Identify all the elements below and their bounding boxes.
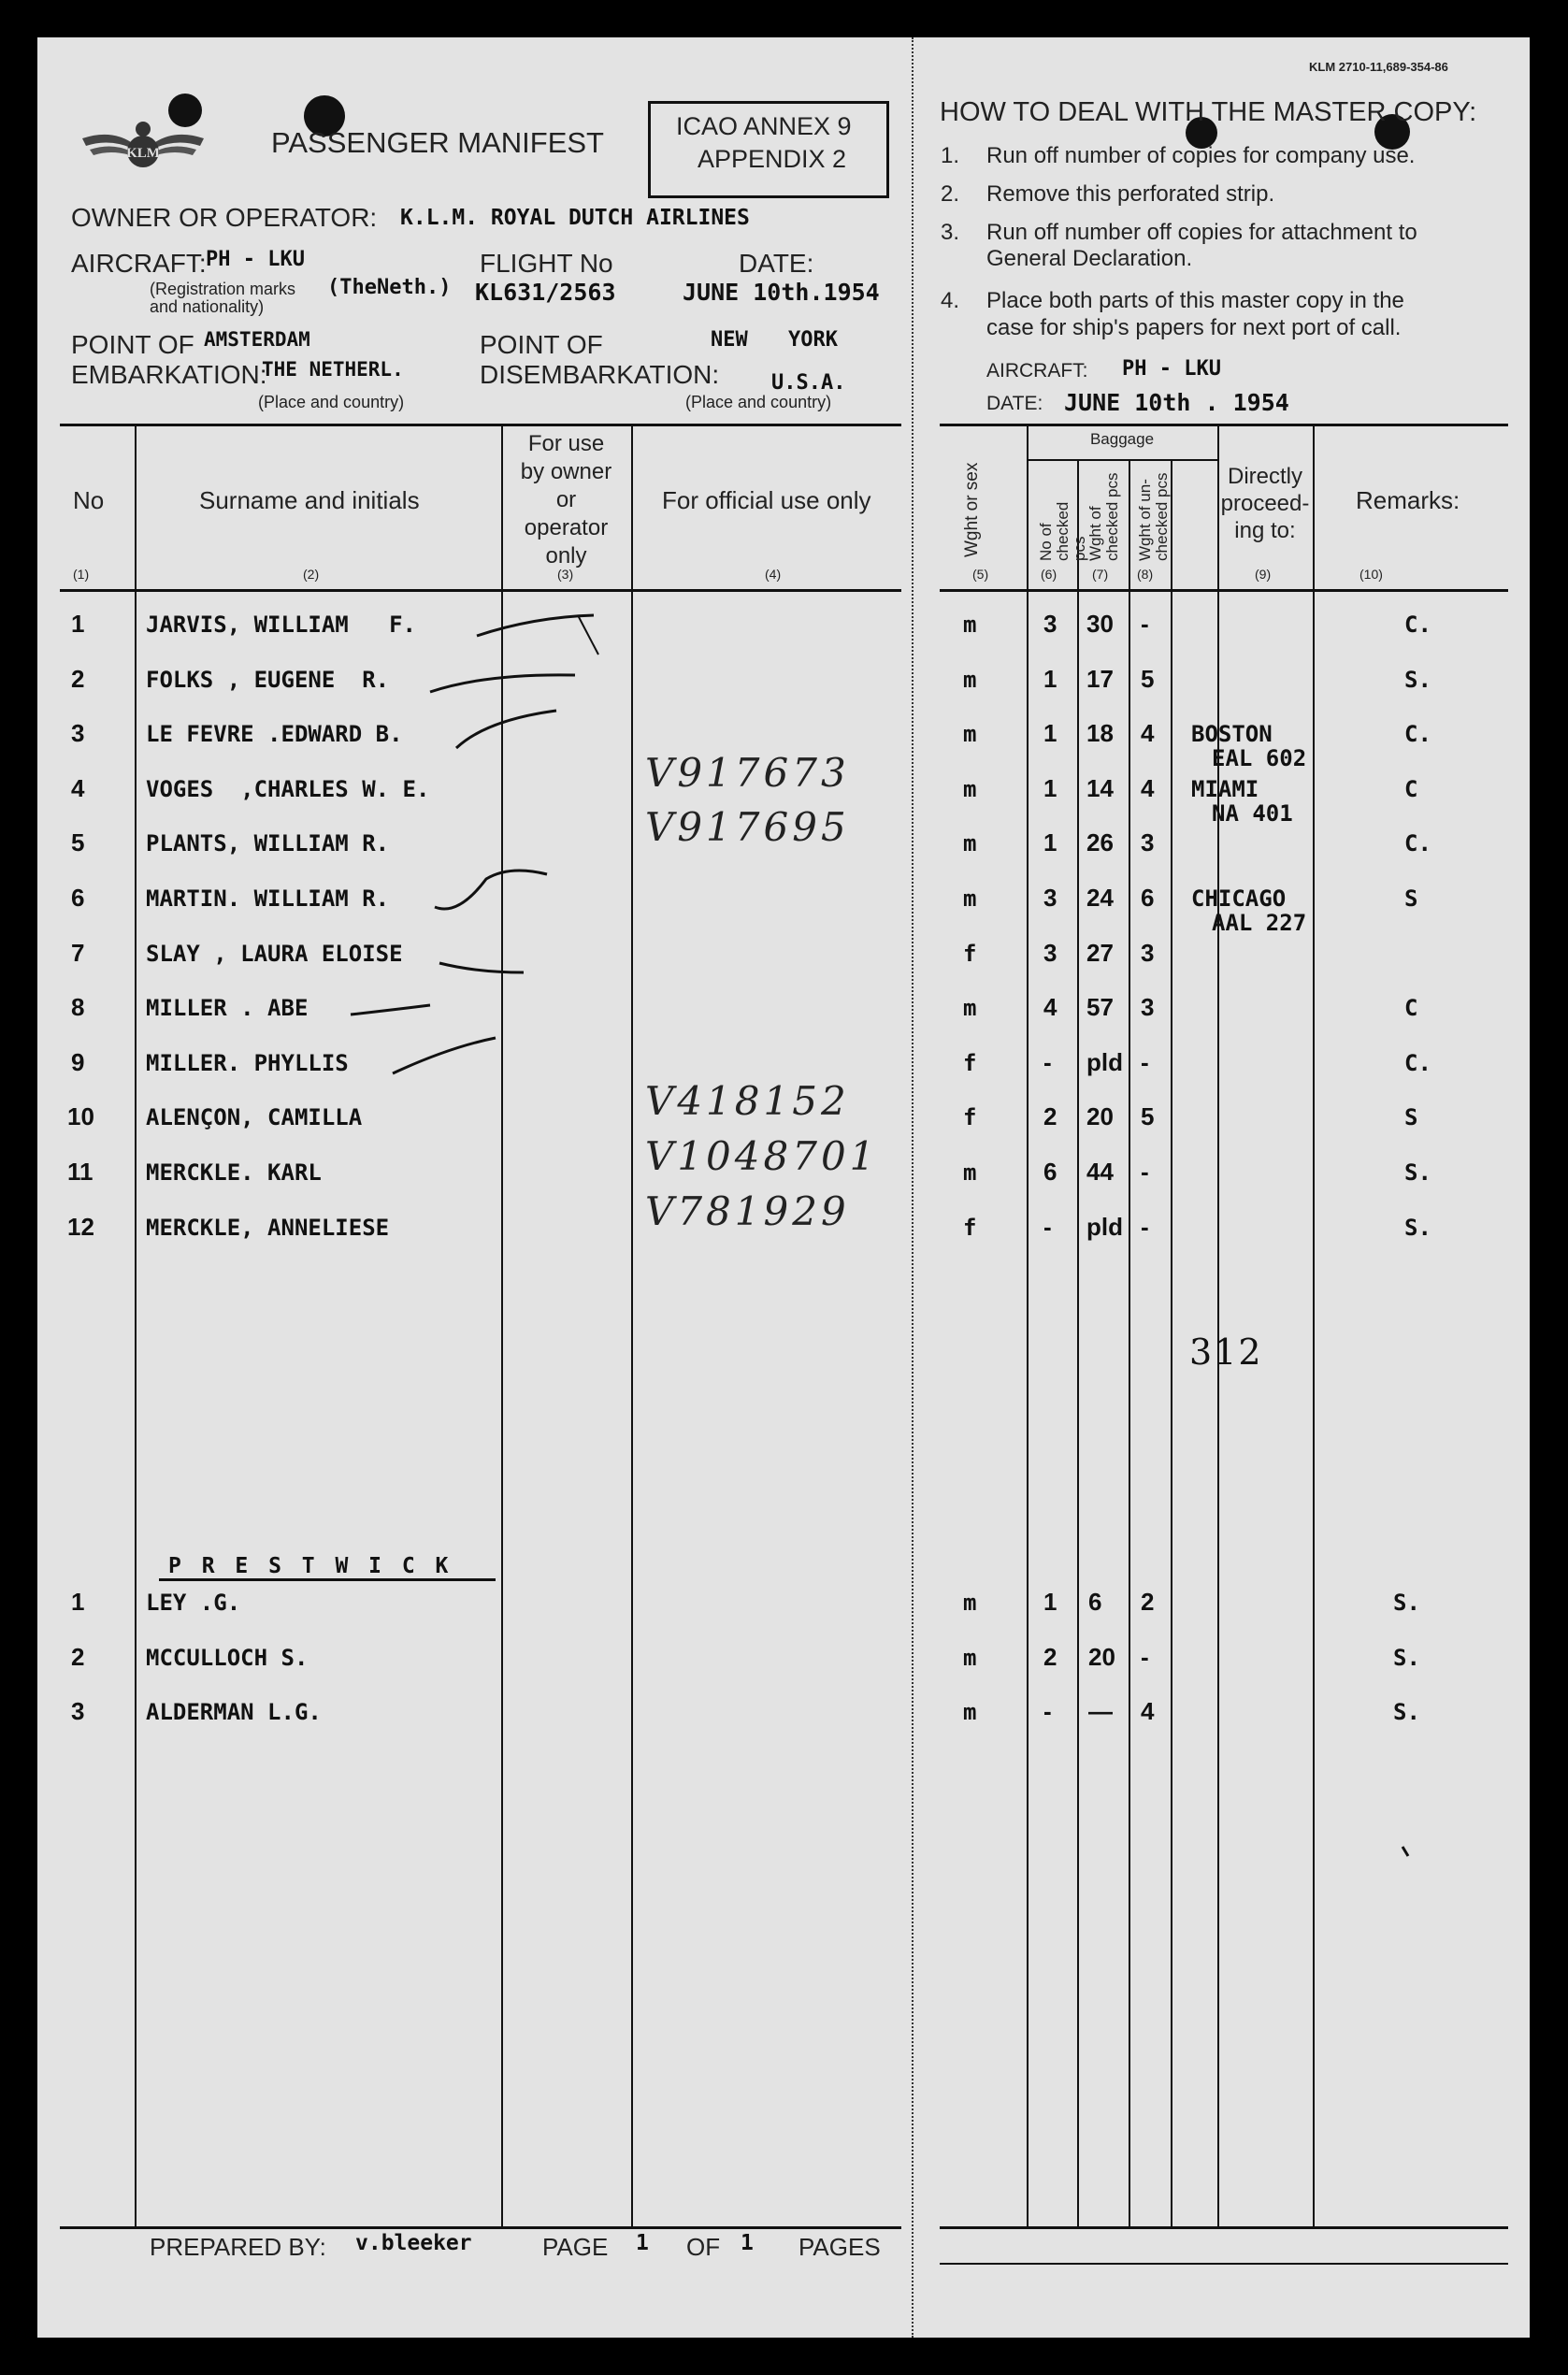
instruction-text: Run off number off copies for attachment to — [986, 220, 1417, 245]
page-label: PAGE — [542, 2233, 609, 2261]
col-header-owner-line: only — [545, 543, 587, 569]
unchecked-weight: 6 — [1141, 884, 1155, 912]
col-number: (9) — [1255, 567, 1272, 582]
passenger-name: PLANTS, WILLIAM R. — [146, 830, 390, 856]
passenger-name: MERCKLE, ANNELIESE — [146, 1215, 390, 1241]
col-header-no-checked: No of checked pcs — [1037, 501, 1088, 561]
owner-label: OWNER OR OPERATOR: — [71, 203, 378, 232]
passenger-name: FOLKS , EUGENE R. — [146, 667, 390, 693]
instruction-number: 1. — [941, 143, 960, 168]
passenger-sex: m — [963, 776, 977, 802]
instructions-aircraft-label: AIRCRAFT: — [986, 360, 1088, 381]
remark: S. — [1393, 1590, 1420, 1616]
passenger-sex: f — [963, 1050, 977, 1076]
passenger-sex: m — [963, 830, 977, 856]
checked-weight: 17 — [1086, 665, 1114, 693]
unchecked-weight: 4 — [1141, 719, 1155, 747]
unchecked-weight: 5 — [1141, 665, 1155, 693]
unchecked-weight: 3 — [1141, 828, 1155, 856]
unchecked-weight: 3 — [1141, 993, 1155, 1021]
remark: S — [1404, 885, 1418, 912]
passenger-name: MCCULLOCH S. — [146, 1645, 309, 1671]
destination-flight: EAL 602 — [1212, 745, 1307, 771]
destination-flight: NA 401 — [1212, 800, 1293, 827]
checked-pieces: 1 — [1043, 828, 1057, 856]
instructions-title: HOW TO DEAL WITH THE MASTER COPY: — [940, 97, 1477, 127]
row-number: 2 — [71, 1643, 85, 1671]
unchecked-weight: 3 — [1141, 939, 1155, 967]
passenger-sex: f — [963, 941, 977, 967]
instruction-text: Remove this perforated strip. — [986, 181, 1275, 207]
row-number: 11 — [67, 1158, 94, 1186]
icao-appendix: APPENDIX 2 — [698, 145, 847, 173]
passenger-name: MILLER. PHYLLIS — [146, 1050, 349, 1076]
col-header-no: No — [73, 486, 105, 514]
row-number: 3 — [71, 719, 85, 747]
pages-label: PAGES — [798, 2233, 881, 2261]
prepared-value: v.bleeker — [355, 2231, 472, 2255]
flight-label: FLIGHT No — [480, 249, 613, 278]
remark: C — [1404, 995, 1418, 1021]
passenger-sex: m — [963, 885, 977, 912]
checked-weight: 30 — [1086, 610, 1114, 638]
remark: C. — [1404, 721, 1431, 747]
passenger-sex: f — [963, 1215, 977, 1241]
aircraft-note: (Registration marks — [150, 280, 296, 298]
official-use-number: V418152 — [645, 1078, 850, 1124]
checked-pieces: 6 — [1043, 1158, 1057, 1186]
row-number: 12 — [67, 1213, 94, 1241]
passenger-name: JARVIS, WILLIAM F. — [146, 612, 416, 638]
checked-weight: 20 — [1088, 1643, 1115, 1671]
instruction-number: 2. — [941, 181, 960, 207]
remark: S. — [1404, 1215, 1431, 1241]
row-number: 10 — [67, 1102, 94, 1130]
row-number: 4 — [71, 774, 85, 802]
col-header-owner-line: operator — [524, 515, 609, 540]
checked-pieces: 1 — [1043, 665, 1057, 693]
remark: S. — [1393, 1699, 1420, 1725]
aircraft-nationality: (TheNeth.) — [327, 276, 452, 299]
row-number: 8 — [71, 993, 85, 1021]
official-use-number: V917673 — [645, 750, 850, 796]
passenger-sex: m — [963, 667, 977, 693]
checked-pieces: 4 — [1043, 993, 1057, 1021]
checked-pieces: 1 — [1043, 774, 1057, 802]
row-number: 5 — [71, 828, 85, 856]
col-header-surname: Surname and initials — [199, 486, 420, 514]
passenger-name: MILLER . ABE — [146, 995, 309, 1021]
remark: S. — [1404, 1159, 1431, 1186]
col-number: (1) — [73, 567, 90, 582]
disembark-country: U.S.A. — [771, 371, 846, 395]
col-number: (8) — [1137, 567, 1154, 582]
checked-pieces: 2 — [1043, 1643, 1057, 1671]
col-header-remarks: Remarks: — [1356, 486, 1460, 514]
page-value: 1 — [636, 2231, 649, 2255]
col-header-directly-line: Directly — [1227, 464, 1302, 489]
row-number: 3 — [71, 1697, 85, 1725]
col-header-directly-line: ing to: — [1234, 518, 1296, 543]
of-label: OF — [686, 2233, 721, 2261]
row-number: 1 — [71, 1588, 85, 1616]
col-number: (5) — [972, 567, 989, 582]
instruction-text: Place both parts of this master copy in the — [986, 288, 1404, 313]
checked-weight: 27 — [1086, 939, 1114, 967]
passenger-name: VOGES ,CHARLES W. E. — [146, 776, 430, 802]
passenger-name: MERCKLE. KARL — [146, 1159, 322, 1186]
aircraft-note-2: and nationality) — [150, 297, 265, 316]
passenger-name: ALENÇON, CAMILLA — [146, 1104, 363, 1130]
remark: C — [1404, 776, 1418, 802]
passenger-sex: m — [963, 1590, 977, 1616]
remark: C. — [1404, 612, 1431, 638]
destination-flight: AAL 227 — [1212, 910, 1307, 936]
passenger-sex: m — [963, 995, 977, 1021]
col-header-owner-line: For use — [527, 431, 605, 456]
destination: BOSTON — [1191, 721, 1273, 747]
date-value: JUNE 10th.1954 — [683, 279, 880, 306]
instruction-text-2: General Declaration. — [986, 246, 1193, 271]
checked-weight: 14 — [1086, 774, 1114, 802]
destination: CHICAGO — [1191, 885, 1287, 912]
instruction-number: 4. — [941, 288, 960, 313]
passenger-name: MARTIN. WILLIAM R. — [146, 885, 390, 912]
embark-note: (Place and country) — [258, 393, 405, 411]
prestwick-underline — [159, 1578, 496, 1581]
pen-ticks — [37, 37, 1530, 2338]
checked-weight: pld — [1086, 1048, 1123, 1076]
checked-weight: 57 — [1086, 993, 1114, 1021]
row-number: 2 — [71, 665, 85, 693]
flight-value: KL631/2563 — [475, 279, 616, 306]
unchecked-weight: - — [1141, 610, 1149, 638]
date-label: DATE: — [739, 249, 814, 278]
passenger-sex: m — [963, 1699, 977, 1725]
col-header-official: For official use only — [662, 486, 871, 514]
checked-pieces: - — [1043, 1213, 1052, 1241]
checked-weight: 6 — [1088, 1588, 1102, 1616]
checked-pieces: 1 — [1043, 1588, 1057, 1616]
passenger-name: LEY .G. — [146, 1590, 241, 1616]
checked-weight: 26 — [1086, 828, 1114, 856]
col-header-wght-sex: Wght or sex — [962, 462, 982, 557]
col-header-wght-checked: Wght of checked pcs — [1086, 472, 1121, 561]
checked-pieces: - — [1043, 1048, 1052, 1076]
prepared-label: PREPARED BY: — [150, 2233, 326, 2261]
unchecked-weight: - — [1141, 1643, 1149, 1671]
row-number: 9 — [71, 1048, 85, 1076]
icao-annex: ICAO ANNEX 9 — [676, 112, 852, 140]
instruction-number: 3. — [941, 220, 960, 245]
official-use-number: V781929 — [645, 1188, 850, 1234]
embark-country: THE NETHERL. — [262, 358, 404, 381]
col-header-owner-line: by owner — [520, 459, 612, 484]
instruction-text-2: case for ship's papers for next port of call. — [986, 315, 1402, 340]
unchecked-weight: - — [1141, 1213, 1149, 1241]
col-number: (2) — [303, 567, 320, 582]
manifest-title: PASSENGER MANIFEST — [271, 126, 604, 159]
remark: C. — [1404, 1050, 1431, 1076]
passenger-name: LE FEVRE .EDWARD B. — [146, 721, 403, 747]
col-number: (7) — [1092, 567, 1109, 582]
embark-place: AMSTERDAM — [204, 328, 310, 351]
unchecked-weight: 2 — [1141, 1588, 1155, 1616]
aircraft-value: PH - LKU — [206, 248, 305, 271]
checked-weight: 24 — [1086, 884, 1114, 912]
passenger-sex: m — [963, 612, 977, 638]
unchecked-weight: - — [1141, 1048, 1149, 1076]
svg-text:KLM: KLM — [126, 146, 160, 161]
remark: C. — [1404, 830, 1431, 856]
of-value: 1 — [741, 2231, 754, 2255]
checked-pieces: 3 — [1043, 939, 1057, 967]
unchecked-weight: 4 — [1141, 1697, 1155, 1725]
instructions-date-value: JUNE 10th . 1954 — [1064, 389, 1289, 416]
checked-pieces: 3 — [1043, 884, 1057, 912]
checked-weight: pld — [1086, 1213, 1123, 1241]
embark-label-2: EMBARKATION: — [71, 360, 267, 389]
passenger-sex: m — [963, 1159, 977, 1186]
col-number: (3) — [557, 567, 574, 582]
disembark-label-2: DISEMBARKATION: — [480, 360, 720, 389]
unchecked-weight: 5 — [1141, 1102, 1155, 1130]
col-header-baggage: Baggage — [1089, 430, 1155, 448]
col-number: (10) — [1359, 567, 1383, 582]
total-stamp: 312 — [1189, 1331, 1263, 1373]
checked-pieces: - — [1043, 1697, 1052, 1725]
disembark-place: NEW YORK — [711, 328, 838, 352]
official-use-number: V917695 — [645, 804, 850, 850]
official-use-number: V1048701 — [645, 1133, 879, 1179]
passenger-name: ALDERMAN L.G. — [146, 1699, 322, 1725]
checked-pieces: 2 — [1043, 1102, 1057, 1130]
prestwick-heading: P R E S T W I C K — [168, 1554, 453, 1578]
destination: MIAMI — [1191, 776, 1259, 802]
owner-value: K.L.M. ROYAL DUTCH AIRLINES — [400, 206, 750, 230]
disembark-note: (Place and country) — [685, 393, 832, 411]
checked-weight: 18 — [1086, 719, 1114, 747]
col-number: (4) — [765, 567, 782, 582]
col-header-wght-unchecked: Wght of un-checked pcs — [1136, 472, 1171, 561]
row-number: 6 — [71, 884, 85, 912]
disembark-label-1: POINT OF — [480, 330, 603, 359]
instructions-date-label: DATE: — [986, 393, 1043, 414]
checked-weight: — — [1088, 1697, 1113, 1725]
checked-weight: 44 — [1086, 1158, 1114, 1186]
aircraft-label: AIRCRAFT: — [71, 249, 207, 278]
embark-label-1: POINT OF — [71, 330, 194, 359]
instruction-text: Run off number of copies for company use. — [986, 143, 1416, 168]
checked-weight: 20 — [1086, 1102, 1114, 1130]
passenger-sex: m — [963, 1645, 977, 1671]
passenger-name: SLAY , LAURA ELOISE — [146, 941, 403, 967]
unchecked-weight: - — [1141, 1158, 1149, 1186]
remark: S. — [1404, 667, 1431, 693]
row-number: 7 — [71, 939, 85, 967]
row-number: 1 — [71, 610, 85, 638]
form-code: KLM 2710-11,689-354-86 — [1309, 60, 1448, 74]
passenger-sex: m — [963, 721, 977, 747]
footer-bottom-rule — [940, 2263, 1508, 2265]
checked-pieces: 3 — [1043, 610, 1057, 638]
instructions-aircraft-value: PH - LKU — [1122, 357, 1221, 381]
remark: S. — [1393, 1645, 1420, 1671]
manifest-sheet — [37, 37, 1530, 2338]
col-number: (6) — [1041, 567, 1057, 582]
col-header-directly-line: proceed- — [1220, 491, 1310, 516]
passenger-sex: f — [963, 1104, 977, 1130]
unchecked-weight: 4 — [1141, 774, 1155, 802]
checked-pieces: 1 — [1043, 719, 1057, 747]
col-header-owner-line: or — [555, 487, 577, 512]
remark: S — [1404, 1104, 1418, 1130]
